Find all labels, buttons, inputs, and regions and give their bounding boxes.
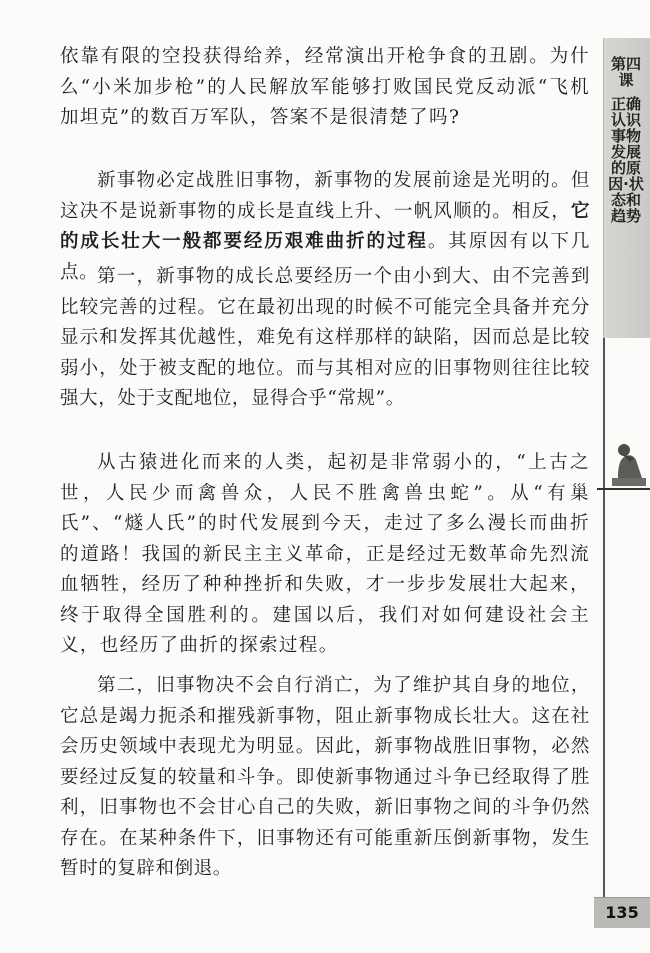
margin-rule: [603, 338, 605, 898]
example-quote: [60, 448, 590, 662]
page-number: 135: [594, 897, 650, 928]
intro-tail: 。其原因有以下几点。: [60, 231, 590, 283]
paragraph-second-reason: [60, 671, 590, 885]
thinker-statue-icon: [608, 428, 648, 488]
quote-text: 从古猿进化而来的人类，起初是非常弱小的，“上古之世，人民少而禽兽众，人民不胜禽兽虫蛇”。从“有巢氏”、“燧人氏”的时代发展到今天，走过了多么漫长而曲折的道路！我国的新民主主义革命，正是经过无数革命先烈流血牺牲，经历了种种挫折和失败，才一步步发展壮大起来，终于取得全国胜利的。建国以后，我们对如何建设社会主义，也经历了曲折的探索过程。: [60, 452, 590, 656]
intro-text: 新事物必定战胜旧事物，新事物的发展前途是光明的。但这决不是说新事物的成长是直线上升、一帆风顺的。相反，: [60, 170, 590, 222]
chapter-title: [606, 56, 646, 224]
section-divider: [597, 488, 650, 490]
quote-text: 依靠有限的空投获得给养，经常演出开枪争食的丑剧。为什么“小米加步枪”的人民解放军能够打败国民党反动派“飞机加坦克”的数百万军队，答案不是很清楚了吗?: [60, 46, 590, 128]
paragraph-text: 第一，新事物的成长总要经历一个由小到大、由不完善到比较完善的过程。它在最初出现的时候不可能完全具备并充分显示和发挥其优越性，难免有这样那样的缺陷，因而总是比较弱小，处于被支配的地位。而与其相对应的旧事物则往往比较强大，处于支配地位，显得合乎“常规”。: [60, 266, 590, 409]
key-point: 它的成长壮大一般都要经历艰难曲折的过程: [60, 200, 590, 252]
lesson-topic: 正确认识事物发展的原因·状态和趋势: [608, 95, 644, 225]
paragraph-text: 第二，旧事物决不会自行消亡，为了维护其自身的地位，它总是竭力扼杀和摧残新事物，阻止新事物成长壮大。这在社会历史领域中表现尤为明显。因此，新事物战胜旧事物，必然要经过反复的较量和斗争。即使新事物通过斗争已经取得了胜利，旧事物也不会甘心自己的失败，新旧事物之间的斗争仍然存在。在某种条件下，旧事物还有可能重新压倒新事物，发生暂时的复辟和倒退。: [60, 675, 590, 879]
lesson-label: 第四课: [610, 55, 641, 89]
paragraph-first-reason: [60, 262, 590, 415]
quote-continued: [60, 42, 590, 134]
